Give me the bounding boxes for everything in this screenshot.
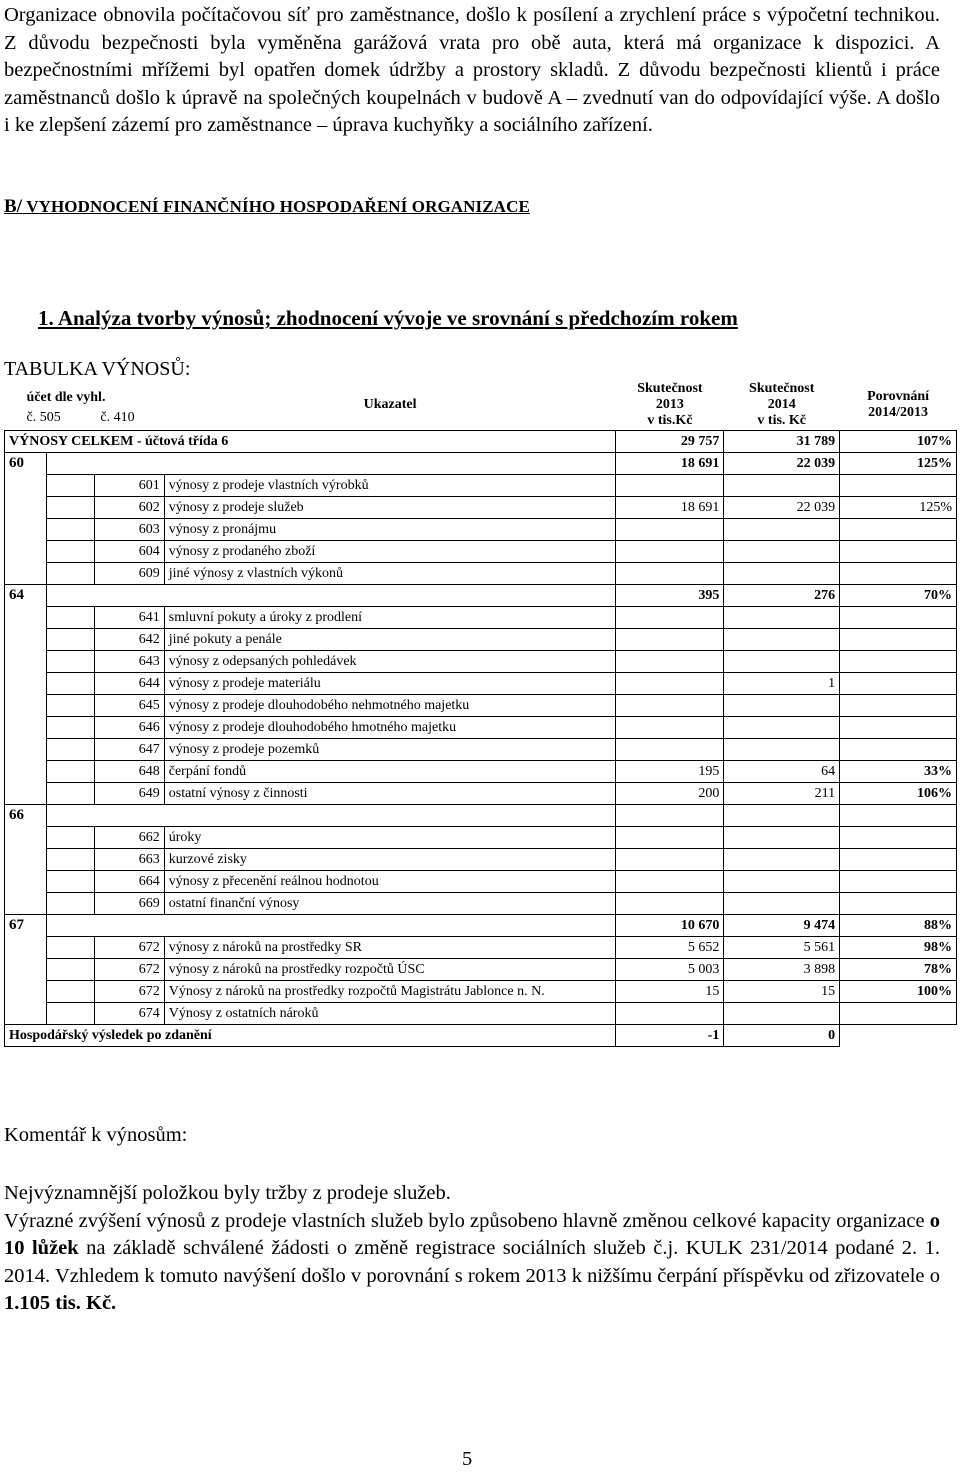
- group-pct: 88%: [840, 915, 957, 937]
- section-heading: [4, 196, 530, 218]
- row-name: výnosy z prodaného zboží: [164, 541, 616, 563]
- row-pct: [840, 519, 957, 541]
- row-indent: [46, 761, 94, 783]
- row-pct: [840, 893, 957, 915]
- row-indent: [46, 519, 94, 541]
- row-pct: 33%: [840, 761, 957, 783]
- table-row: [5, 519, 957, 541]
- row-value-2014: [724, 651, 840, 673]
- row-name: výnosy z prodeje vlastních výrobků: [164, 475, 616, 497]
- row-value-2013: [616, 849, 724, 871]
- group-spacer: [46, 585, 616, 607]
- row-value-2013: [616, 475, 724, 497]
- row-account: 643: [94, 651, 164, 673]
- row-account: 672: [94, 981, 164, 1003]
- group-pct: [840, 805, 957, 827]
- group-spacer: [46, 915, 616, 937]
- header-actual-2014: [724, 380, 840, 431]
- group-value-2013: 10 670: [616, 915, 724, 937]
- table-row: [5, 563, 957, 585]
- row-indent: [46, 607, 94, 629]
- group-value-2014: 9 474: [724, 915, 840, 937]
- row-account: 674: [94, 1003, 164, 1025]
- header-actual-2013: [616, 380, 724, 431]
- row-name: výnosy z prodeje služeb: [164, 497, 616, 519]
- table-row: [5, 1003, 957, 1025]
- header-indicator: Ukazatel: [363, 397, 417, 412]
- row-value-2013: [616, 519, 724, 541]
- row-value-2013: [616, 563, 724, 585]
- row-value-2014: [724, 563, 840, 585]
- row-account: 646: [94, 717, 164, 739]
- row-account: 601: [94, 475, 164, 497]
- row-pct: [840, 827, 957, 849]
- row-value-2014: [724, 893, 840, 915]
- table-row: [5, 695, 957, 717]
- row-indent: [46, 673, 94, 695]
- row-pct: 125%: [840, 497, 957, 519]
- group-code: 66: [5, 805, 47, 915]
- group-code: 60: [5, 453, 47, 585]
- intro-paragraph: Organizace obnovila počítačovou síť pro zaměstnance, došlo k posílení a zrychlení práce s výpočetní technikou. Z důvodu bezpečnosti byla vyměněna garážová vrata pro obě auta, která má organizace k dispozici. A bezpečnostními mřížemi byl opatřen domek údržby a prostory skladů. Z důvodu bezpečnosti klientů i práce zaměstnanců došlo k úpravě na společných koupelnách v budově A – zvednutí van do odpovídající výše. A došlo i ke zlepšení zázemí pro zaměstnance – úprava kuchyňky a sociálního zařízení.: [4, 4, 940, 136]
- subsection-heading: 1. Analýza tvorby výnosů; zhodnocení vývoje ve srovnání s předchozím rokem: [38, 306, 738, 330]
- table-row: [5, 761, 957, 783]
- row-indent: [46, 849, 94, 871]
- result-2013: -1: [616, 1025, 724, 1047]
- total-2014: 31 789: [724, 431, 840, 453]
- group-row: [5, 585, 957, 607]
- group-spacer: [46, 805, 616, 827]
- row-value-2013: [616, 607, 724, 629]
- row-pct: 98%: [840, 937, 957, 959]
- row-value-2014: 211: [724, 783, 840, 805]
- row-pct: [840, 673, 957, 695]
- row-indent: [46, 541, 94, 563]
- row-pct: [840, 739, 957, 761]
- row-name: úroky: [164, 827, 616, 849]
- header-2013-line-2: 2013: [655, 397, 684, 412]
- row-name: jiné pokuty a penále: [164, 629, 616, 651]
- row-indent: [46, 783, 94, 805]
- header-505: č. 505: [26, 410, 61, 425]
- row-pct: [840, 695, 957, 717]
- header-2013-line-1: Skutečnost: [637, 381, 703, 396]
- table-row: [5, 475, 957, 497]
- result-row: [5, 1025, 957, 1047]
- row-account: 669: [94, 893, 164, 915]
- row-name: výnosy z prodeje pozemků: [164, 739, 616, 761]
- row-account: 644: [94, 673, 164, 695]
- header-comparison: [840, 380, 957, 431]
- row-value-2013: 200: [616, 783, 724, 805]
- group-value-2013: 18 691: [616, 453, 724, 475]
- row-indent: [46, 717, 94, 739]
- group-code: 64: [5, 585, 47, 805]
- row-indent: [46, 1003, 94, 1025]
- row-value-2014: [724, 849, 840, 871]
- row-value-2014: [724, 629, 840, 651]
- row-account: 648: [94, 761, 164, 783]
- row-indent: [46, 871, 94, 893]
- row-pct: [840, 871, 957, 893]
- header-2014-line-3: v tis. Kč: [757, 413, 807, 428]
- table-row: [5, 717, 957, 739]
- row-indent: [46, 937, 94, 959]
- table-title: TABULKA VÝNOSŮ:: [4, 358, 191, 380]
- row-name: výnosy z nároků na prostředky rozpočtů ÚSC: [164, 959, 616, 981]
- group-pct: 125%: [840, 453, 957, 475]
- row-name: výnosy z pronájmu: [164, 519, 616, 541]
- row-pct: [840, 849, 957, 871]
- table-row: [5, 871, 957, 893]
- row-pct: [840, 629, 957, 651]
- table-row: [5, 827, 957, 849]
- row-indent: [46, 827, 94, 849]
- table-row: [5, 607, 957, 629]
- table-row: [5, 937, 957, 959]
- row-value-2013: 18 691: [616, 497, 724, 519]
- row-name: výnosy z prodeje dlouhodobého nehmotného majetku: [164, 695, 616, 717]
- result-2014: 0: [724, 1025, 840, 1047]
- table-row: [5, 497, 957, 519]
- row-indent: [46, 695, 94, 717]
- row-pct: [840, 1003, 957, 1025]
- row-pct: 78%: [840, 959, 957, 981]
- row-name: Výnosy z ostatních nároků: [164, 1003, 616, 1025]
- row-name: kurzové zisky: [164, 849, 616, 871]
- row-indent: [46, 959, 94, 981]
- row-value-2014: [724, 695, 840, 717]
- row-pct: [840, 651, 957, 673]
- row-value-2013: [616, 673, 724, 695]
- row-value-2014: 1: [724, 673, 840, 695]
- revenue-table: [4, 380, 957, 1047]
- group-value-2014: 22 039: [724, 453, 840, 475]
- row-name: výnosy z odepsaných pohledávek: [164, 651, 616, 673]
- row-pct: [840, 563, 957, 585]
- header-410: č. 410: [100, 410, 135, 425]
- table-row: [5, 959, 957, 981]
- result-label: Hospodářský výsledek po zdanění: [5, 1025, 616, 1047]
- row-name: ostatní finanční výnosy: [164, 893, 616, 915]
- row-indent: [46, 475, 94, 497]
- table-row: [5, 981, 957, 1003]
- row-indent: [46, 739, 94, 761]
- section-title: VYHODNOCENÍ FINANČNÍHO HOSPODAŘENÍ ORGANIZACE: [26, 197, 530, 216]
- row-value-2013: 195: [616, 761, 724, 783]
- row-value-2014: [724, 1003, 840, 1025]
- group-row: [5, 805, 957, 827]
- row-value-2014: 22 039: [724, 497, 840, 519]
- row-value-2013: [616, 893, 724, 915]
- group-row: [5, 453, 957, 475]
- comment-heading: Komentář k výnosům:: [4, 1124, 188, 1146]
- row-value-2013: [616, 541, 724, 563]
- row-pct: 100%: [840, 981, 957, 1003]
- group-spacer: [46, 453, 616, 475]
- total-2013: 29 757: [616, 431, 724, 453]
- row-value-2013: [616, 629, 724, 651]
- group-value-2014: [724, 805, 840, 827]
- row-value-2014: [724, 475, 840, 497]
- section-letter: B/: [4, 196, 23, 217]
- row-name: výnosy z přecenění reálnou hodnotou: [164, 871, 616, 893]
- result-empty: [840, 1025, 957, 1047]
- row-indent: [46, 497, 94, 519]
- comment-emphasis: o 10 lůžek: [4, 1209, 940, 1259]
- row-value-2014: [724, 827, 840, 849]
- row-pct: [840, 541, 957, 563]
- total-pct: 107%: [840, 431, 957, 453]
- row-account: 604: [94, 541, 164, 563]
- row-indent: [46, 651, 94, 673]
- row-account: 641: [94, 607, 164, 629]
- row-account: 645: [94, 695, 164, 717]
- row-value-2014: [724, 541, 840, 563]
- row-value-2013: [616, 739, 724, 761]
- group-value-2014: 276: [724, 585, 840, 607]
- header-account: účet dle vyhl.: [26, 390, 106, 405]
- table-row: [5, 673, 957, 695]
- revenue-table-body: [5, 380, 957, 1047]
- group-pct: 70%: [840, 585, 957, 607]
- row-name: výnosy z nároků na prostředky SR: [164, 937, 616, 959]
- row-value-2014: 3 898: [724, 959, 840, 981]
- comment-text: Nejvýznamnější položkou byly tržby z prodeje služeb.: [4, 1182, 451, 1204]
- row-name: Výnosy z nároků na prostředky rozpočtů Magistrátu Jablonce n. N.: [164, 981, 616, 1003]
- header-comparison-line-1: Porovnání: [867, 389, 930, 404]
- table-row: [5, 783, 957, 805]
- row-account: 663: [94, 849, 164, 871]
- row-name: ostatní výnosy z činnosti: [164, 783, 616, 805]
- row-account: 664: [94, 871, 164, 893]
- group-code: 67: [5, 915, 47, 1025]
- row-value-2013: [616, 695, 724, 717]
- total-label: VÝNOSY CELKEM - účtová třída 6: [5, 431, 616, 453]
- row-indent: [46, 629, 94, 651]
- row-indent: [46, 563, 94, 585]
- row-pct: [840, 717, 957, 739]
- row-value-2013: [616, 651, 724, 673]
- group-value-2013: [616, 805, 724, 827]
- row-indent: [46, 893, 94, 915]
- table-row: [5, 541, 957, 563]
- row-account: 672: [94, 937, 164, 959]
- row-value-2014: [724, 519, 840, 541]
- table-row: [5, 849, 957, 871]
- row-value-2014: 64: [724, 761, 840, 783]
- group-value-2013: 395: [616, 585, 724, 607]
- row-account: 642: [94, 629, 164, 651]
- row-account: 649: [94, 783, 164, 805]
- row-account: 662: [94, 827, 164, 849]
- row-value-2014: [724, 739, 840, 761]
- header-2014-line-1: Skutečnost: [749, 381, 815, 396]
- row-name: výnosy z prodeje materiálu: [164, 673, 616, 695]
- table-row: [5, 893, 957, 915]
- row-pct: 106%: [840, 783, 957, 805]
- table-row: [5, 629, 957, 651]
- row-value-2014: 15: [724, 981, 840, 1003]
- row-value-2013: [616, 871, 724, 893]
- header-2014-line-2: 2014: [767, 397, 796, 412]
- row-account: 672: [94, 959, 164, 981]
- row-value-2014: [724, 717, 840, 739]
- row-name: čerpání fondů: [164, 761, 616, 783]
- row-account: 602: [94, 497, 164, 519]
- row-name: smluvní pokuty a úroky z prodlení: [164, 607, 616, 629]
- row-name: výnosy z prodeje dlouhodobého hmotného majetku: [164, 717, 616, 739]
- row-value-2014: [724, 607, 840, 629]
- header-comparison-line-2: 2014/2013: [868, 405, 929, 420]
- row-account: 609: [94, 563, 164, 585]
- row-pct: [840, 475, 957, 497]
- row-value-2013: 15: [616, 981, 724, 1003]
- row-account: 603: [94, 519, 164, 541]
- row-pct: [840, 607, 957, 629]
- row-value-2013: [616, 827, 724, 849]
- row-value-2013: [616, 1003, 724, 1025]
- row-value-2013: 5 003: [616, 959, 724, 981]
- row-value-2013: [616, 717, 724, 739]
- row-value-2014: [724, 871, 840, 893]
- row-value-2014: 5 561: [724, 937, 840, 959]
- row-name: jiné výnosy z vlastních výkonů: [164, 563, 616, 585]
- comment-text: Výrazné zvýšení výnosů z prodeje vlastních služeb bylo způsobeno hlavně změnou celkové kapacity organizace: [4, 1209, 930, 1232]
- group-row: [5, 915, 957, 937]
- table-row: [5, 651, 957, 673]
- row-value-2013: 5 652: [616, 937, 724, 959]
- comment-text: na základě schválené žádosti o změně registrace sociálních služeb č.j. KULK 231/2014 podané 2. 1. 2014. Vzhledem k tomuto navýšení došlo v porovnání s rokem 2013 k nižšímu čerpání příspěvku od zřizovatele o: [4, 1237, 940, 1287]
- row-account: 647: [94, 739, 164, 761]
- table-header-row-1: [5, 380, 957, 406]
- comment-paragraph: [4, 1180, 940, 1318]
- header-2013-line-3: v tis.Kč: [647, 413, 693, 428]
- comment-emphasis: 1.105 tis. Kč.: [4, 1292, 117, 1314]
- table-row: [5, 739, 957, 761]
- page-number: 5: [462, 1448, 473, 1470]
- total-row: [5, 431, 957, 453]
- row-indent: [46, 981, 94, 1003]
